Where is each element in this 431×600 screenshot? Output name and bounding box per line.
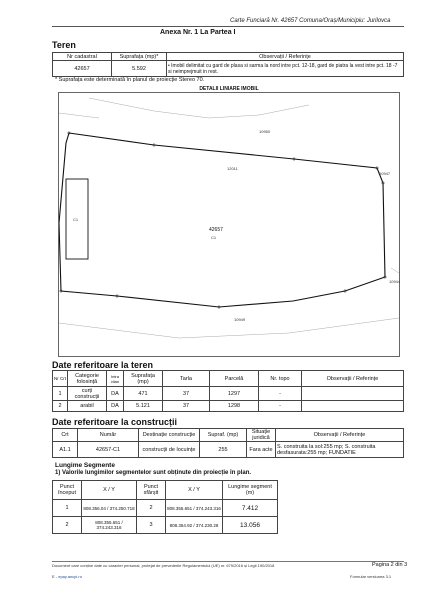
- cell: DA: [107, 387, 124, 401]
- cell: 2: [137, 500, 166, 517]
- cell: 1297: [210, 387, 259, 401]
- anexa-title: Anexa Nr. 1 La Partea I: [160, 29, 236, 36]
- lungime-subtitle: 1) Valorile lungimilor segmentelor sunt obținute din proiecție în plan.: [55, 470, 252, 476]
- lungime-table: [52, 480, 278, 534]
- table-row: [53, 500, 278, 517]
- col-tarla: Tarla: [163, 371, 210, 387]
- plan-title: DETALII LINIARE IMOBIL: [199, 86, 259, 92]
- cell: 1: [53, 500, 82, 517]
- cell: 3: [137, 517, 166, 534]
- vertex-markers: [60, 132, 386, 308]
- building-label: C1: [73, 217, 79, 222]
- cell: 2: [53, 517, 82, 534]
- plan-tag-1: 10950: [259, 129, 271, 134]
- cell: Fara acte: [247, 442, 276, 458]
- teren-nr-cadastral: 42657: [53, 61, 112, 77]
- parcel-boundary: [59, 133, 385, 307]
- cell: arabil: [68, 401, 107, 412]
- page-number: Pagina 2 din 3: [372, 562, 408, 568]
- footer-bottom-prefix: E -: [52, 574, 59, 579]
- col-categorie: Categorie folosință: [68, 371, 107, 387]
- footer-bottom-left: [52, 574, 82, 579]
- cell: A1.1: [53, 442, 78, 458]
- cell: [302, 387, 404, 401]
- col-parcela: Parcelă: [210, 371, 259, 387]
- plan-tag-2: 12011: [227, 166, 238, 171]
- col-observatii: Observații / Referințe: [167, 53, 404, 61]
- lungime-title: Lungime Segmente: [55, 462, 115, 469]
- col-punct-sfarsit: Punct sfârșit: [137, 481, 166, 500]
- col-crt: Crt: [53, 429, 78, 442]
- cell: 37: [163, 387, 210, 401]
- cell: construcții de locuințe: [139, 442, 200, 458]
- cell: 37: [163, 401, 210, 412]
- date-teren-table: [52, 370, 404, 412]
- date-teren-title: Date referitoare la teren: [52, 360, 154, 370]
- neighbor-line-south: [59, 318, 399, 338]
- cell: 808.355.651 / 374.243.316: [166, 500, 223, 517]
- col-nr-crt: Nr Crt: [53, 371, 68, 387]
- table-row: [53, 387, 404, 401]
- epay-link[interactable]: epay.ancpi.ro: [58, 574, 82, 579]
- col-nr-cadastral: Nr cadastral: [53, 53, 112, 61]
- cell: -: [259, 387, 302, 401]
- teren-title: Teren: [52, 40, 76, 50]
- cell: S. construita la sol:255 mp; S. construita desfasurata:255 mp; FUNDATIE: [276, 442, 404, 458]
- col-nr-topo: Nr. topo: [259, 371, 302, 387]
- col-situatie: Situație juridică: [247, 429, 276, 442]
- col-xy-start: X / Y: [82, 481, 137, 500]
- teren-table: [52, 52, 404, 77]
- cell: 2: [53, 401, 68, 412]
- col-lungime: Lungime segment (m): [223, 481, 278, 500]
- cell: 808.355.651 / 374.243.316: [82, 517, 137, 534]
- cell: 13.056: [223, 517, 278, 534]
- neighbor-line-north: [89, 98, 309, 118]
- date-constructii-title: Date referitoare la construcții: [52, 417, 178, 427]
- col-numar: Număr: [78, 429, 139, 442]
- cell: 42657-C1: [78, 442, 139, 458]
- form-version: Formular versiunea 3.1: [350, 574, 392, 579]
- cell: 1: [53, 387, 68, 401]
- col-intravilan: Intra vilan: [107, 371, 124, 387]
- footer-rule-top: [52, 561, 404, 562]
- cell: -: [259, 401, 302, 412]
- cell: curți construcții: [68, 387, 107, 401]
- cell: 1298: [210, 401, 259, 412]
- col-observatii-constr: Observații / Referințe: [276, 429, 404, 442]
- cell: 808.356.04 / 374.250.718: [82, 500, 137, 517]
- table-row: [53, 401, 404, 412]
- col-destinatie: Destinație construcție: [139, 429, 200, 442]
- cell: 5.121: [124, 401, 163, 412]
- plan-drawing: [59, 93, 399, 356]
- col-suprafata: Suprafața (mp)*: [112, 53, 167, 61]
- col-supraf: Supraf. (mp): [200, 429, 247, 442]
- cell: 255: [200, 442, 247, 458]
- col-punct-inceput: Punct început: [53, 481, 82, 500]
- cell: 471: [124, 387, 163, 401]
- col-observatii-teren: Observații / Referințe: [302, 371, 404, 387]
- parcel-label: 42657: [209, 227, 223, 233]
- col-suprafata-mp: Suprafața (mp): [124, 371, 163, 387]
- plan-frame: [58, 86, 401, 357]
- teren-suprafata: 5.592: [112, 61, 167, 77]
- neighbor-line-nw: [59, 113, 99, 118]
- teren-footnote: * Suprafața este determinată în planul de proiecție Stereo 70.: [55, 77, 205, 83]
- header-rule: [52, 26, 404, 27]
- carte-funciara-header: Carte Funciară Nr. 42657 Comuna/Oraș/Municipiu: Jurilovca: [230, 18, 391, 24]
- table-row: [53, 517, 278, 534]
- col-xy-end: X / Y: [166, 481, 223, 500]
- table-row: [53, 442, 404, 458]
- teren-observatii: • Imobil delimitat cu gard de plasa si sarma la nord intre pct. 12-18, gard de piatra la vest intre pct. 18 -7 si neimprejmuit in rest.: [167, 61, 404, 77]
- footer-disclaimer: Document care conține date cu caracter personal, protejat de prevederile Regulamentului (UE) nr. 679/2016 și Legii 190/2018: [52, 563, 275, 568]
- cell: [302, 401, 404, 412]
- cell: 808.354.92 / 374.230.28: [166, 517, 223, 534]
- plan-tag-4: 10944: [389, 279, 401, 284]
- plan-tag-5: 10949: [234, 317, 246, 322]
- date-constructii-table: [52, 428, 404, 458]
- cell: DA: [107, 401, 124, 412]
- cell: 7.412: [223, 500, 278, 517]
- parcel-sublabel: C1: [211, 235, 217, 240]
- plan-tag-3: 10947: [379, 171, 391, 176]
- neighbor-line-east: [391, 268, 399, 273]
